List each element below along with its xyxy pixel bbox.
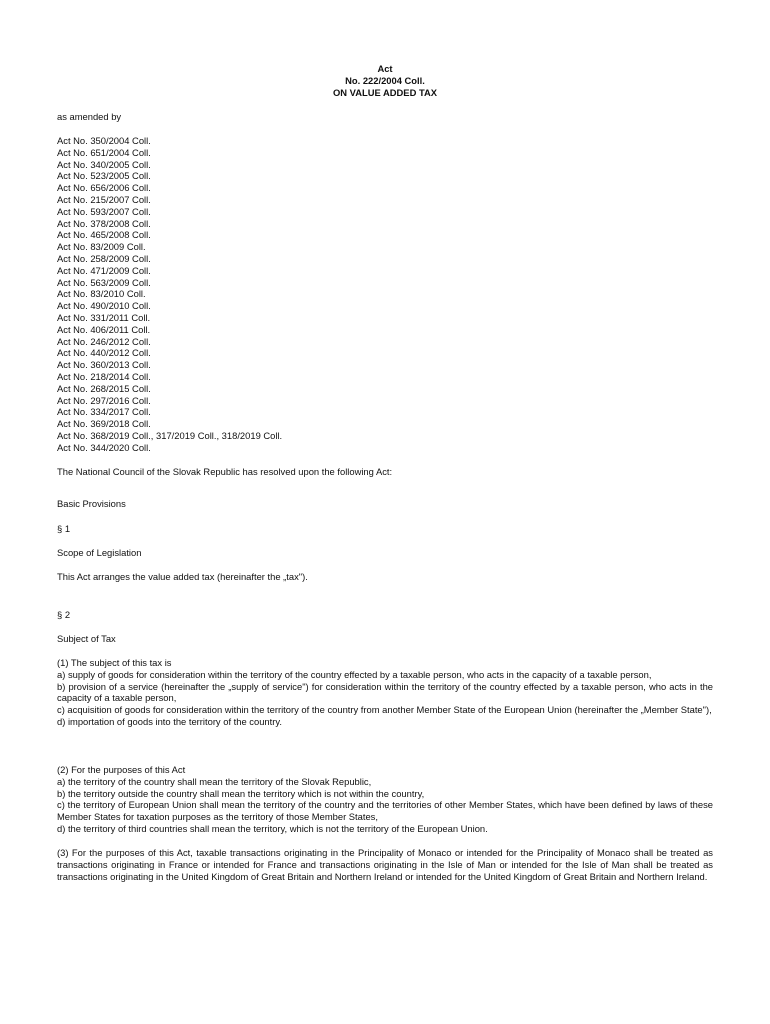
amendment-item: Act No. 340/2005 Coll.	[57, 158, 151, 170]
amendment-item: Act No. 593/2007 Coll.	[57, 205, 151, 217]
act-title	[0, 63, 770, 100]
amendment-item: Act No. 656/2006 Coll.	[57, 182, 151, 194]
amendments-list	[57, 135, 457, 454]
paragraph-2-item-d: d) the territory of third countries shall mean the territory, which is not the territory of the European Union.	[57, 822, 488, 834]
paragraph-1-item-c: c) acquisition of goods for consideration within the territory of the country from another Member State of the European Union (hereinafter the „Member State"),	[57, 704, 712, 716]
section-2-paragraph-1	[57, 657, 713, 728]
amendment-item: Act No. 378/2008 Coll.	[57, 217, 151, 229]
amendment-item: Act No. 344/2020 Coll.	[57, 441, 151, 453]
amended-by-label: as amended by	[57, 111, 122, 122]
amendment-item: Act No. 258/2009 Coll.	[57, 252, 151, 264]
amendment-item: Act No. 331/2011 Coll.	[57, 311, 151, 323]
paragraph-1-intro: (1) The subject of this tax is	[57, 657, 172, 668]
resolution-text: The National Council of the Slovak Republic has resolved upon the following Act:	[57, 466, 393, 477]
amendment-item: Act No. 368/2019 Coll., 317/2019 Coll., 318/2019 Coll.	[57, 429, 283, 441]
amendment-item: Act No. 360/2013 Coll.	[57, 359, 151, 371]
paragraph-1-item-b: b) provision of a service (hereinafter the „supply of service") for consideration within the territory of the country effected by a taxable person, who acts in the capacity of a taxable person,	[57, 680, 713, 704]
title-line-name: ON VALUE ADDED TAX	[333, 87, 437, 99]
amendment-item: Act No. 440/2012 Coll.	[57, 347, 151, 359]
amendment-item: Act No. 651/2004 Coll.	[57, 146, 151, 158]
section-1-text: This Act arranges the value added tax (hereinafter the „tax").	[57, 571, 308, 582]
amendment-item: Act No. 218/2014 Coll.	[57, 370, 151, 382]
amendment-item: Act No. 215/2007 Coll.	[57, 193, 151, 205]
paragraph-2-item-a: a) the territory of the country shall mean the territory of the Slovak Republic,	[57, 775, 372, 787]
amendment-item: Act No. 465/2008 Coll.	[57, 229, 151, 241]
amendment-item: Act No. 83/2010 Coll.	[57, 288, 146, 300]
title-line-act: Act	[377, 63, 393, 74]
amendment-item: Act No. 246/2012 Coll.	[57, 335, 151, 347]
amendment-item: Act No. 523/2005 Coll.	[57, 170, 151, 182]
paragraph-1-item-a: a) supply of goods for consideration within the territory of the country effected by a taxable person, who acts in the capacity of a taxable person,	[57, 668, 652, 680]
section-2-paragraph-3: (3) For the purposes of this Act, taxable transactions originating in the Principality of Monaco or intended for the Principality of Monaco shall be treated as transactions originating in France or intended for France and transactions originating in the Isle of Man or intended for the Isle of Man shall be treated as transactions originating in the United Kingdom of Great Britain and Northern Ireland or intended for the United Kingdom of Great Britain and Northern Ireland.	[57, 847, 713, 882]
amendment-item: Act No. 268/2015 Coll.	[57, 382, 151, 394]
paragraph-2-intro: (2) For the purposes of this Act	[57, 764, 186, 775]
basic-provisions-heading: Basic Provisions	[57, 498, 126, 509]
paragraph-1-item-d: d) importation of goods into the territory of the country.	[57, 715, 282, 727]
section-2-heading: Subject of Tax	[57, 633, 116, 644]
section-2-paragraph-2	[57, 764, 713, 835]
amendment-item: Act No. 297/2016 Coll.	[57, 394, 151, 406]
paragraph-2-item-c: c) the territory of European Union shall mean the territory of the country and the territories of other Member States, which have been defined by laws of these Member States for taxation purposes as the territory of those Member States,	[57, 799, 713, 823]
section-2-mark: § 2	[57, 609, 71, 620]
amendment-item: Act No. 471/2009 Coll.	[57, 264, 151, 276]
paragraph-2-item-b: b) the territory outside the country shall mean the territory which is not within the country,	[57, 787, 425, 799]
amendment-item: Act No. 334/2017 Coll.	[57, 406, 151, 418]
amendment-item: Act No. 490/2010 Coll.	[57, 300, 151, 312]
section-1-mark: § 1	[57, 523, 71, 534]
section-1-heading: Scope of Legislation	[57, 547, 142, 558]
amendment-item: Act No. 369/2018 Coll.	[57, 418, 151, 430]
amendment-item: Act No. 563/2009 Coll.	[57, 276, 151, 288]
amendment-item: Act No. 406/2011 Coll.	[57, 323, 151, 335]
title-line-number: No. 222/2004 Coll.	[345, 75, 425, 87]
amendment-item: Act No. 83/2009 Coll.	[57, 241, 146, 253]
amendment-item: Act No. 350/2004 Coll.	[57, 135, 151, 146]
